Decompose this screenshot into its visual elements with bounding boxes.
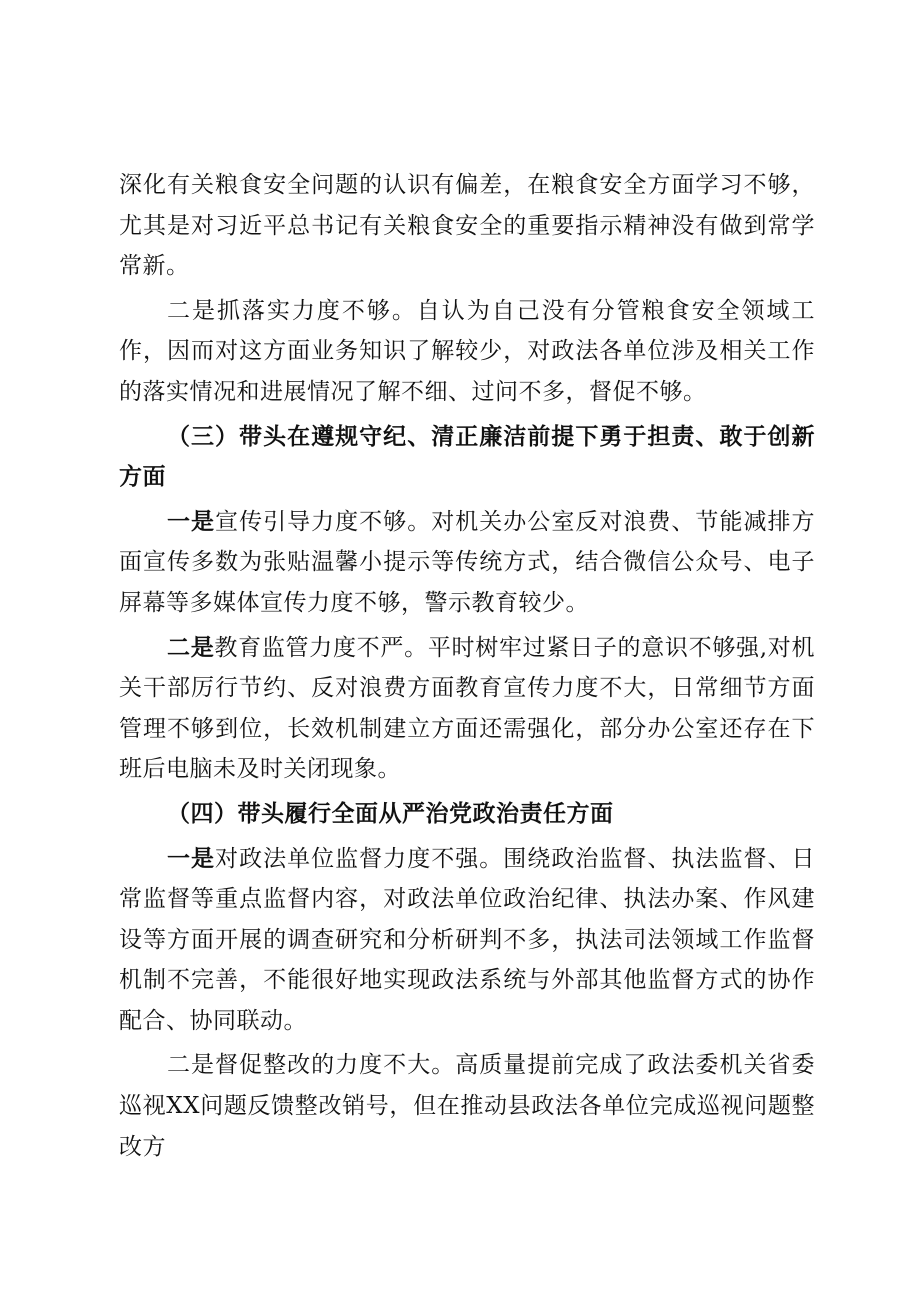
document-body	[119, 165, 815, 1167]
paragraph-lead: 二是	[167, 634, 215, 661]
paragraph-continuation: 深化有关粮食安全问题的认识有偏差，在粮食安全方面学习不够，尤其是对习近平总书记有关粮食安全的重要指示精神没有做到常学常新。	[119, 172, 815, 280]
paragraph-lead: 一是	[167, 508, 216, 535]
paragraph-publicity	[119, 502, 815, 624]
section-heading-3: （三）带头在遵规守纪、清正廉洁前提下勇于担责、敢于创新方面	[119, 423, 815, 491]
paragraph-implementation: 二是抓落实力度不够。自认为自己没有分管粮食安全领域工作，因而对这方面业务知识了解较少，对政法各单位涉及相关工作的落实情况和进展情况了解不细、过问不多，督促不够。	[119, 297, 815, 405]
paragraph-text: 对政法单位监督力度不强。围绕政治监督、执法监督、日常监督等重点监督内容，对政法单位政治纪律、执法办案、作风建设等方面开展的调查研究和分析研判不多，执法司法领域工作监督机制不完善，不能很好地实现政法系统与外部其他监督方式的协作配合、协同联动。	[119, 845, 816, 1034]
section-heading-4: （四）带头履行全面从严治党政治责任方面	[167, 800, 614, 827]
paragraph-lead: 一是	[167, 845, 216, 872]
paragraph-text: 教育监管力度不严。平时树牢过紧日子的意识不够强,对机关干部厉行节约、反对浪费方面教育宣传力度不大，日常细节方面管理不够到位，长效机制建立方面还需强化，部分办公室还存在下班后电脑未及时关闭现象。	[119, 634, 815, 783]
paragraph-text: 宣传引导力度不够。对机关办公室反对浪费、节能减排方面宣传多数为张贴温馨小提示等传统方式，结合微信公众号、电子屏幕等多媒体宣传力度不够，警示教育较少。	[119, 508, 816, 616]
paragraph-supervision	[119, 628, 815, 790]
paragraph-oversight	[119, 839, 815, 1042]
paragraph-rectification: 二是督促整改的力度不大。高质量提前完成了政法委机关省委巡视XX问题反馈整改销号，但在推动县政法各单位完成巡视问题整改方	[119, 1052, 815, 1160]
